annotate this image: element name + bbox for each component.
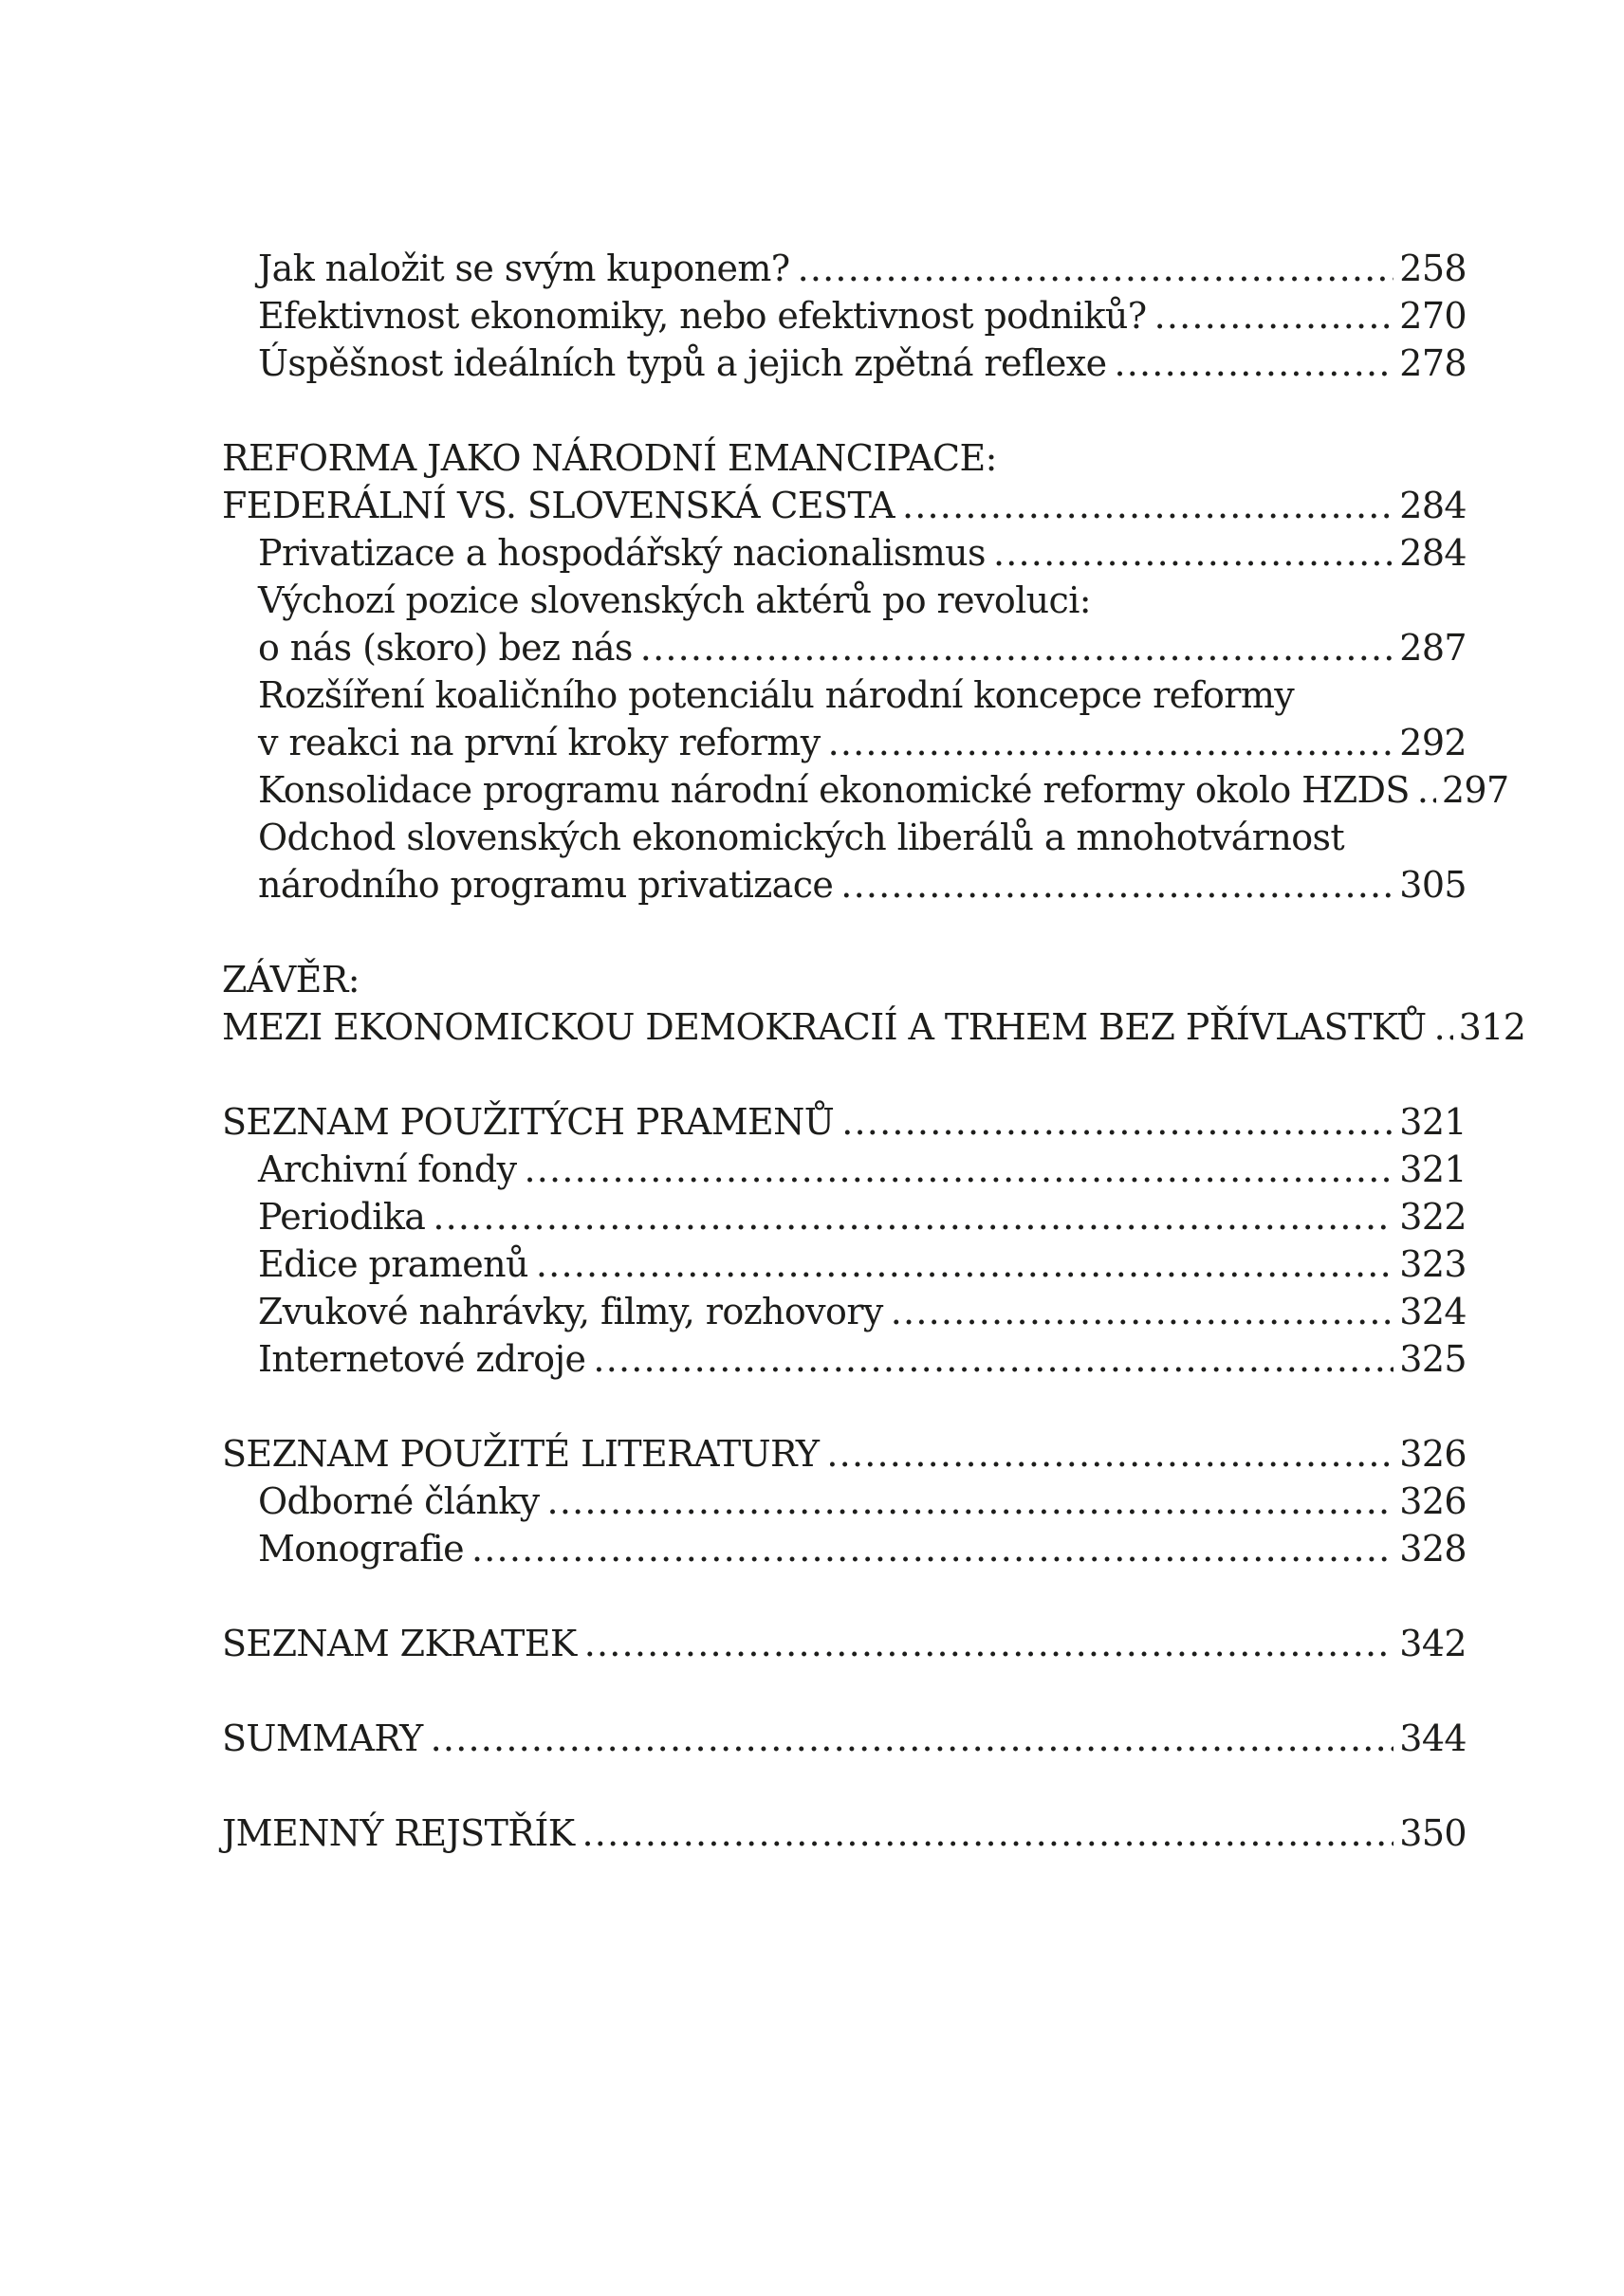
toc-entry-title: Výchozí pozice slovenských aktérů po revoluci: [258,579,1091,621]
toc-subentry [222,340,1467,387]
toc-page-number: 297 [1441,769,1509,811]
dot-leader [584,1620,1394,1667]
toc-subentry [222,292,1467,340]
toc-subentry [222,1240,1467,1288]
toc-entry-title: SEZNAM POUŽITÉ LITERATURY [222,1433,820,1475]
dot-leader [1417,766,1436,814]
toc-entry-title: SUMMARY [222,1717,423,1759]
dot-leader [525,1146,1394,1193]
toc-entry-title: MEZI EKONOMICKOU DEMOKRACIÍ A TRHEM BEZ PŘÍVLASTKŮ [222,1006,1427,1048]
toc-page-number: 326 [1399,1433,1467,1475]
toc-page-number: 322 [1399,1196,1467,1238]
toc-subentry [222,1193,1467,1240]
toc-entry-title: o nás (skoro) bez nás [258,627,633,669]
toc-section [222,1620,1467,1667]
dot-leader [828,719,1394,766]
toc-entry-title: SEZNAM POUŽITÝCH PRAMENŮ [222,1101,835,1143]
toc-entry [222,1430,1467,1478]
toc-section [222,1430,1467,1572]
toc-subentry [222,766,1509,814]
toc-page-number: 292 [1399,722,1467,763]
dot-leader [1154,292,1394,340]
toc-entry-title: SEZNAM ZKRATEK [222,1623,577,1664]
toc-page-number: 321 [1399,1148,1467,1190]
toc-entry-title: Periodika [258,1196,426,1238]
dot-leader [798,245,1394,292]
toc-section [222,1809,1467,1857]
dot-leader [640,624,1393,671]
toc-entry-title: REFORMA JAKO NÁRODNÍ EMANCIPACE: [222,437,997,479]
toc-entry [222,1098,1467,1146]
toc-entry-title: Efektivnost ekonomiky, nebo efektivnost podniků? [258,295,1147,337]
toc-entry-title: Konsolidace programu národní ekonomické reformy okolo HZDS [258,769,1410,811]
toc-entry-title: Úspěšnost ideálních typů a jejich zpětná reflexe [258,342,1107,384]
toc-subentry [222,1146,1467,1193]
dot-leader [1434,1003,1453,1051]
dot-leader [841,1098,1393,1146]
dot-leader [993,529,1393,577]
dot-leader [433,1193,1393,1240]
dot-leader [582,1809,1394,1857]
toc-page-number: 324 [1399,1291,1467,1332]
toc-page-number: 284 [1399,532,1467,574]
dot-leader [471,1525,1393,1572]
toc-page-number: 258 [1399,248,1467,289]
toc-entry-title: Odchod slovenských ekonomických liberálů a mnohotvárnost [258,817,1345,858]
toc-subentry [222,577,1467,624]
toc-entry [222,956,1467,1003]
toc-subentry [222,671,1467,719]
toc-subentry [222,245,1467,292]
toc-subentry [222,719,1467,766]
toc-entry-title: Archivní fondy [258,1148,517,1190]
toc-entry-title: ZÁVĚR: [222,959,360,1001]
toc-entry-title: v reakci na první kroky reformy [258,722,821,763]
toc-entry-title: Internetové zdroje [258,1338,586,1380]
toc-section [222,956,1526,1051]
dot-leader [891,1288,1394,1335]
toc-entry [222,1809,1467,1857]
toc-entry [222,1620,1467,1667]
toc-entry-title: Zvukové nahrávky, filmy, rozhovory [258,1291,883,1332]
dot-leader [593,1335,1393,1383]
toc-entry [222,482,1467,529]
toc-page-number: 342 [1399,1623,1467,1664]
dot-leader [902,482,1393,529]
toc-entry-title: Jak naložit se svým kuponem? [258,248,790,289]
toc-page-number: 278 [1399,342,1467,384]
toc-entry-title: Privatizace a hospodářský nacionalismus [258,532,986,574]
toc-entry [222,1003,1526,1051]
table-of-contents [222,245,1526,1857]
toc-entry [222,434,1467,482]
toc-entry-title: JMENNÝ REJSTŘÍK [222,1812,575,1854]
toc-subentry [222,1478,1467,1525]
toc-page-number: 270 [1399,295,1467,337]
toc-section [222,245,1467,387]
toc-page-number: 344 [1399,1717,1467,1759]
toc-page-number: 328 [1399,1528,1467,1570]
toc-page-number: 323 [1399,1243,1467,1285]
toc-entry-title: Odborné články [258,1480,540,1522]
dot-leader [1114,340,1393,387]
toc-section [222,1098,1467,1383]
dot-leader [547,1478,1394,1525]
toc-entry-title: Rozšíření koaličního potenciálu národní koncepce reformy [258,674,1295,716]
toc-subentry [222,624,1467,671]
toc-subentry [222,861,1467,909]
toc-page-number: 350 [1399,1812,1467,1854]
toc-page-number: 305 [1399,864,1467,906]
toc-section [222,434,1509,909]
toc-entry [222,1715,1467,1762]
toc-entry-title: Edice pramenů [258,1243,528,1285]
toc-page-number: 321 [1399,1101,1467,1143]
toc-subentry [222,1288,1467,1335]
toc-page-number: 284 [1399,485,1467,526]
toc-entry-title: FEDERÁLNÍ VS. SLOVENSKÁ CESTA [222,485,895,526]
toc-page-number: 326 [1399,1480,1467,1522]
dot-leader [536,1240,1393,1288]
toc-section [222,1715,1467,1762]
toc-subentry [222,814,1467,861]
dot-leader [826,1430,1393,1478]
toc-subentry [222,529,1467,577]
toc-entry-title: národního programu privatizace [258,864,834,906]
toc-page-number: 287 [1399,627,1467,669]
toc-entry-title: Monografie [258,1528,464,1570]
dot-leader [840,861,1393,909]
dot-leader [431,1715,1394,1762]
toc-page-number: 325 [1399,1338,1467,1380]
toc-page-number: 312 [1458,1006,1526,1048]
toc-subentry [222,1335,1467,1383]
toc-subentry [222,1525,1467,1572]
